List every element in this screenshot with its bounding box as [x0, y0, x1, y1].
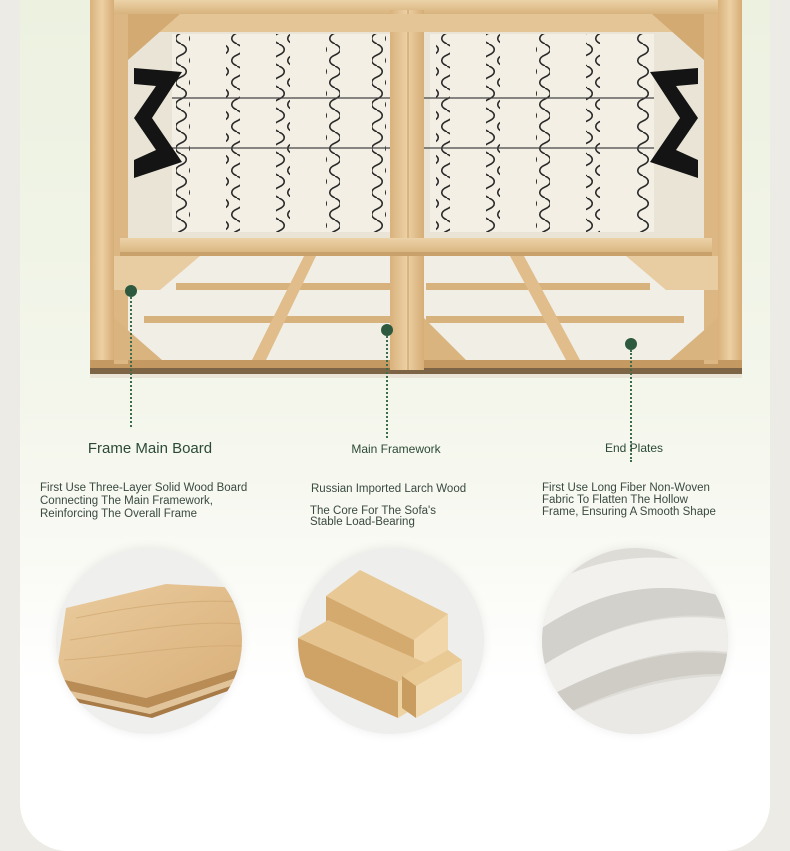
- frame-main-board-title: Frame Main Board: [87, 440, 213, 457]
- frame-main-board-description: First Use Three-Layer Solid Wood Board Connecting The Main Framework, Reinforcing The Overall Frame: [40, 482, 248, 520]
- frame-main-board-marker: [125, 285, 137, 297]
- main-framework-marker: [381, 324, 393, 336]
- larch-wood-beams-photo: [298, 548, 484, 734]
- sofa-frame-illustration: [90, 0, 742, 378]
- frame-main-board-leader: [130, 297, 132, 427]
- end-plates-marker: [625, 338, 637, 350]
- main-framework-leader: [386, 336, 388, 438]
- main-framework-title: Main Framework: [351, 442, 441, 456]
- non-woven-fabric-photo: [542, 548, 728, 734]
- end-plates-description: First Use Long Fiber Non-Woven Fabric To Flatten The Hollow Frame, Ensuring A Smooth Shape: [542, 482, 716, 518]
- product-detail-card: [20, 0, 770, 851]
- main-framework-description-1: Russian Imported Larch Wood: [311, 483, 467, 495]
- wood-board-photo: [56, 548, 242, 734]
- end-plates-title: End Plates: [604, 441, 664, 455]
- main-framework-description-2: The Core For The Sofa's Stable Load-Bearing: [310, 505, 436, 528]
